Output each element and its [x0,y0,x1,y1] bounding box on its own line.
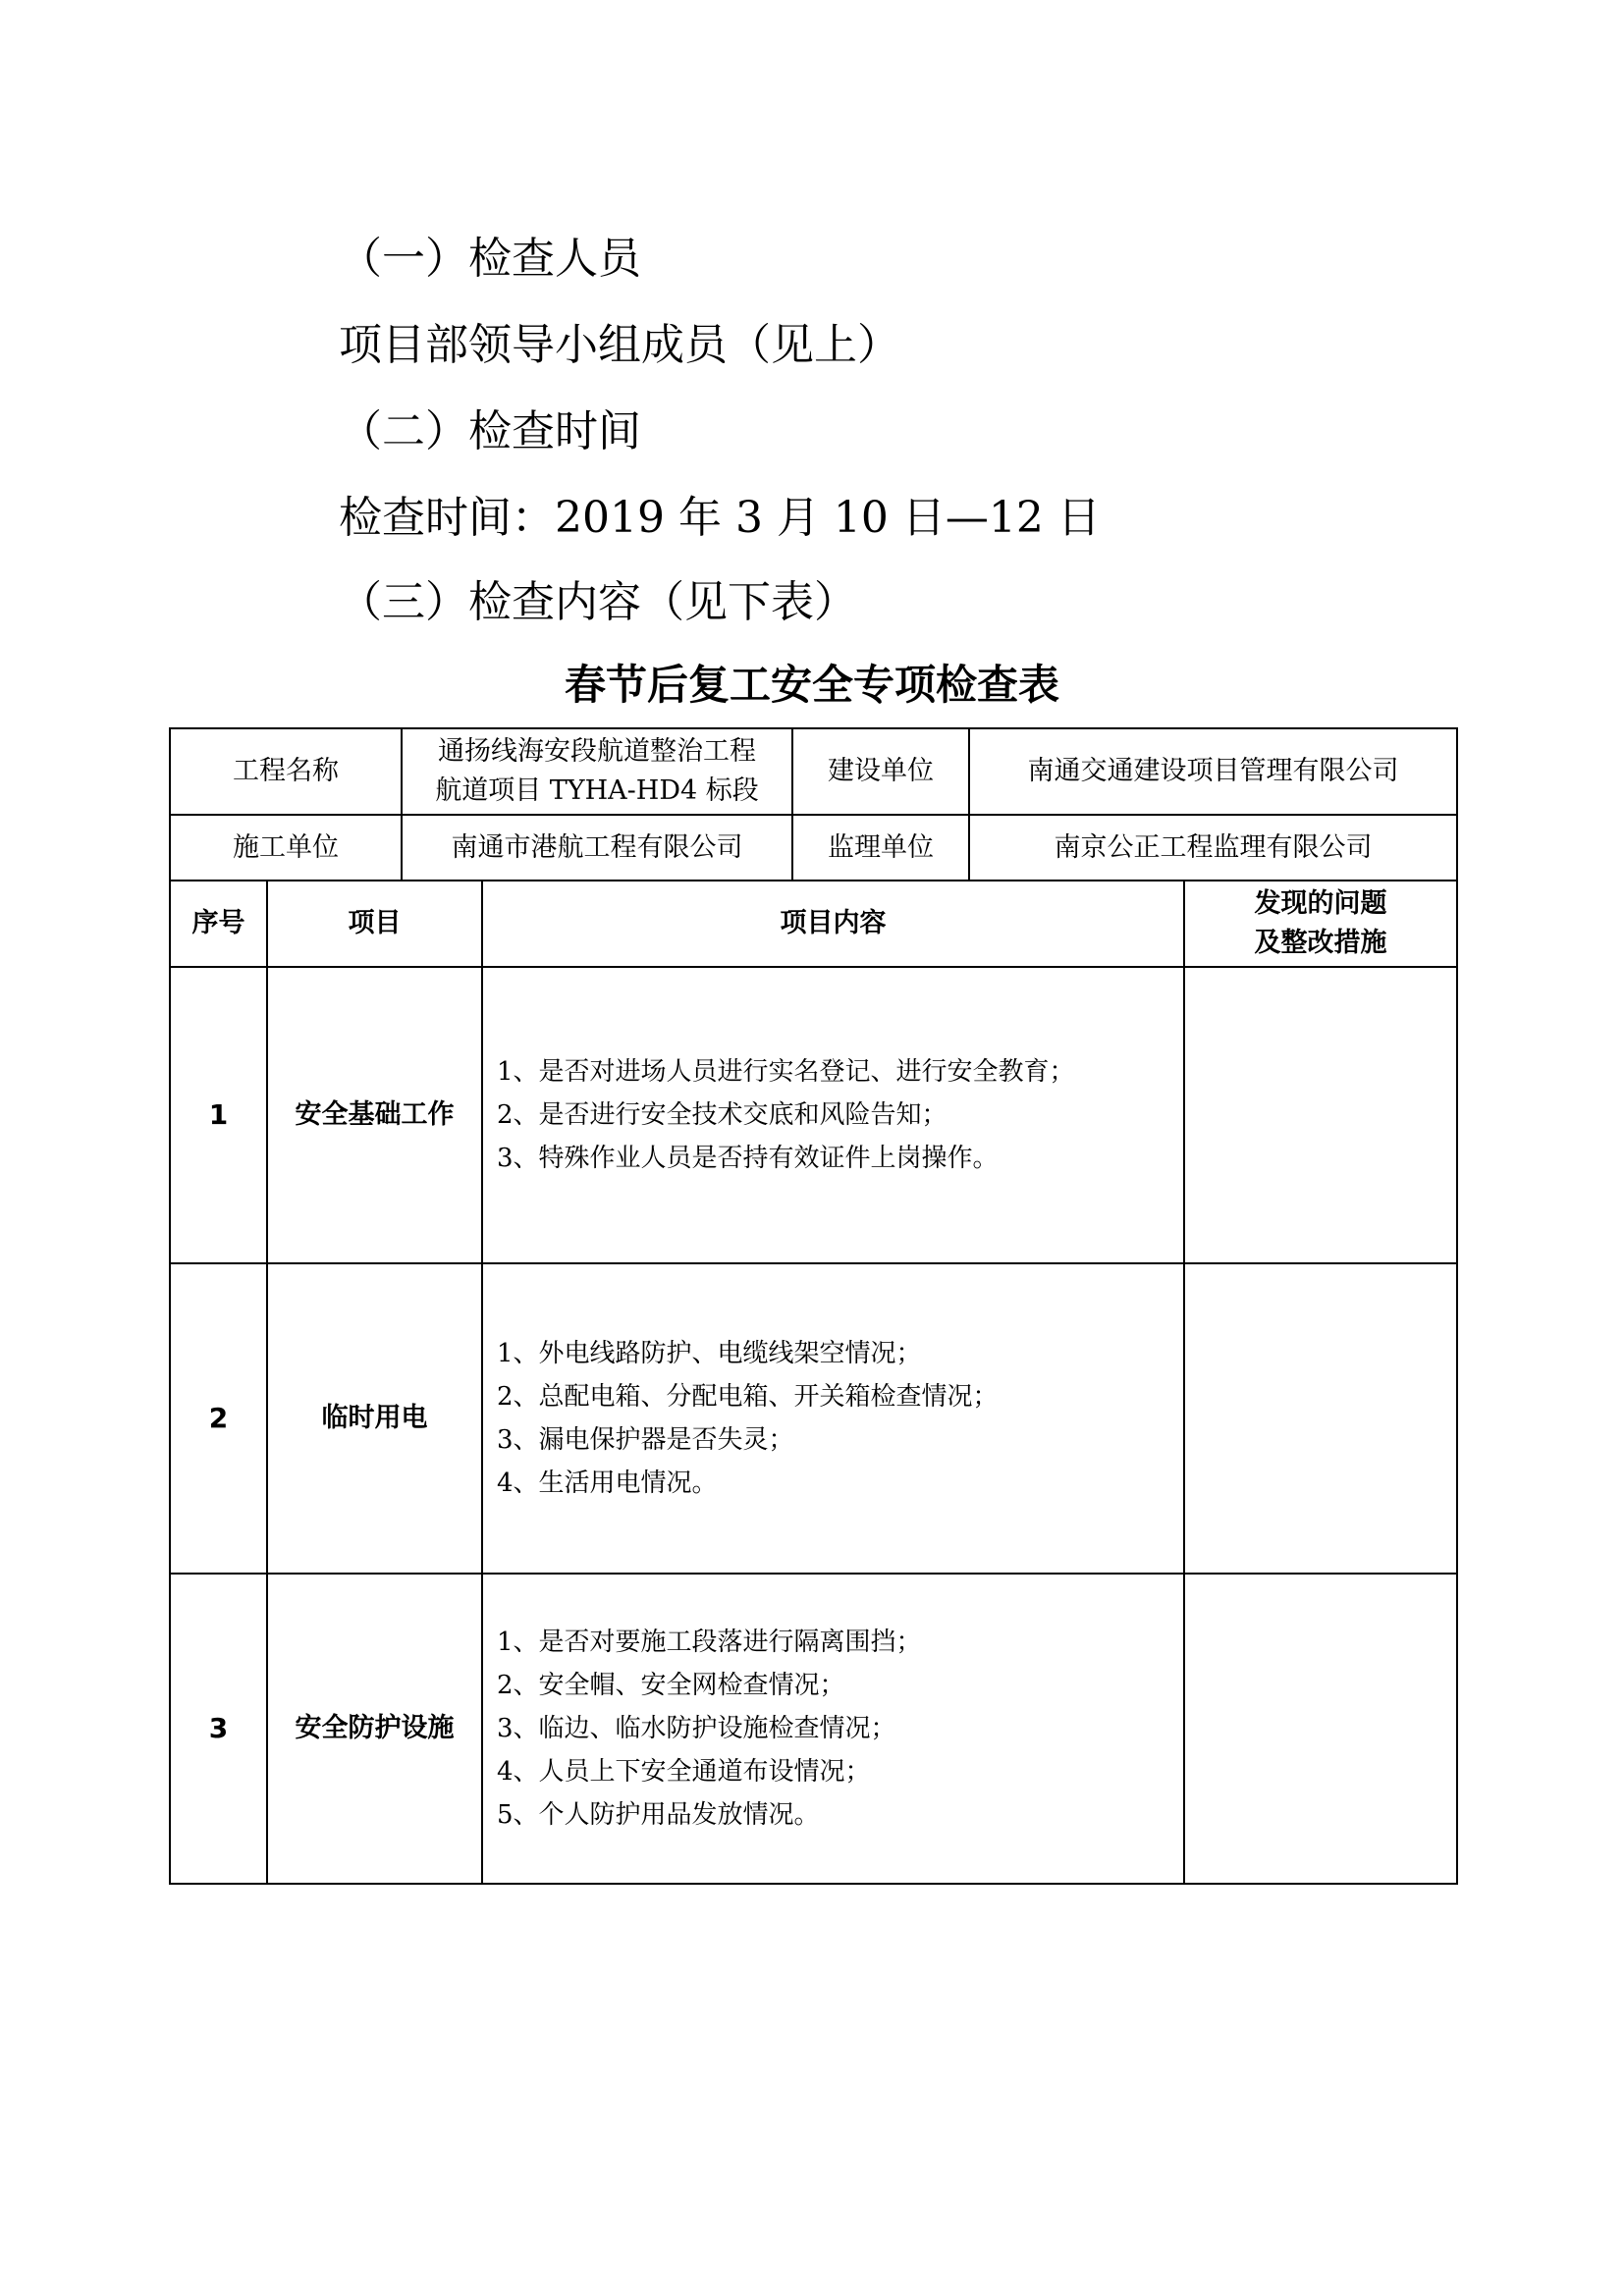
table-header-row [170,881,1457,967]
table-row [170,1263,1457,1574]
content-line: 4、生活用电情况。 [497,1468,718,1498]
table-title: 春节后复工安全专项检查表 [564,661,1059,709]
owner-value: 南通交通建设项目管理有限公司 [969,728,1457,815]
row-content [482,1263,1184,1574]
row-number: 1 [170,967,267,1263]
time-heading: （二）检查时间 [339,406,641,456]
project-info-table [169,727,1458,881]
col-header-issues [1184,881,1457,967]
content-line: 1、是否对要施工段落进行隔离围挡； [497,1628,922,1657]
row-item: 临时用电 [267,1263,482,1574]
project-name-line: 通扬线海安段航道整治工程 [438,736,756,767]
time-text: 检查时间：2019 年 3 月 10 日—12 日 [339,493,1101,543]
row-number: 3 [170,1574,267,1884]
row-content [482,967,1184,1263]
contractor-value: 南通市港航工程有限公司 [402,815,792,881]
row-number: 2 [170,1263,267,1574]
content-line: 3、漏电保护器是否失灵； [497,1425,794,1455]
inspection-table [169,880,1458,1885]
supervisor-value: 南京公正工程监理有限公司 [969,815,1457,881]
col-header-content: 项目内容 [482,881,1184,967]
row-issues [1184,1574,1457,1884]
contractor-label: 施工单位 [170,815,402,881]
content-line: 5、个人防护用品发放情况。 [497,1800,820,1830]
content-line: 4、人员上下安全通道布设情况； [497,1757,871,1787]
supervisor-label: 监理单位 [792,815,969,881]
col-header-no: 序号 [170,881,267,967]
content-line: 2、总配电箱、分配电箱、开关箱检查情况； [497,1382,999,1412]
project-name-label: 工程名称 [170,728,402,815]
row-item: 安全防护设施 [267,1574,482,1884]
content-line: 3、特殊作业人员是否持有效证件上岗操作。 [497,1144,999,1173]
inspectors-heading: （一）检查人员 [339,234,641,284]
info-row [170,815,1457,881]
table-row [170,1574,1457,1884]
project-name-value [402,728,792,815]
row-issues [1184,967,1457,1263]
row-content [482,1574,1184,1884]
col-header-item: 项目 [267,881,482,967]
content-line: 1、是否对进场人员进行实名登记、进行安全教育； [497,1057,1075,1087]
table-row [170,967,1457,1263]
row-item: 安全基础工作 [267,967,482,1263]
inspectors-text: 项目部领导小组成员（见上） [339,320,900,370]
content-line: 1、外电线路防护、电缆线架空情况； [497,1339,922,1368]
content-line: 3、临边、临水防护设施检查情况； [497,1714,896,1743]
project-name-line: 航道项目 TYHA-HD4 标段 [435,775,759,806]
content-heading: （三）检查内容（见下表） [339,577,857,627]
col-header-issues-line: 发现的问题 [1254,888,1387,919]
content-line: 2、是否进行安全技术交底和风险告知； [497,1100,947,1130]
info-row [170,728,1457,815]
row-issues [1184,1263,1457,1574]
col-header-issues-line: 及整改措施 [1254,928,1387,958]
content-line: 2、安全帽、安全网检查情况； [497,1671,845,1700]
owner-label: 建设单位 [792,728,969,815]
